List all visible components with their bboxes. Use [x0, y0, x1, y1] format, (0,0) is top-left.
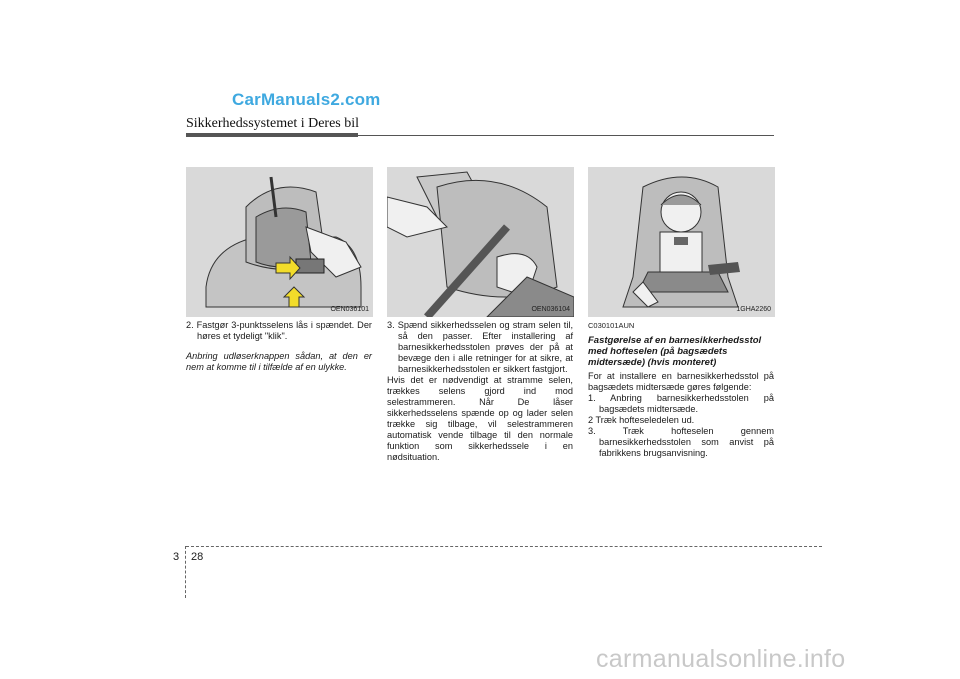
car-seat-buckle-drawing: [186, 167, 373, 317]
step-3: 3. Træk hofteselen gennem barnesikkerhedsstolen som anvist på fabrikkens brugsanvisning.: [588, 426, 774, 458]
figure-code: OEN036104: [531, 306, 570, 313]
footer-vertical-divider: [185, 546, 186, 598]
column-right: [588, 320, 774, 459]
column-middle: [387, 320, 573, 463]
instruction-item-3: 3. Spænd sikkerhedsselen og stram selen til, så den passer. Efter installering af barnesikkerhedsstolen prøves der på at bevæge den i alle retninger for at sikre, at barnesikkerhedsstolen er sikkert fastgjort.: [387, 320, 573, 374]
chapter-number: 3: [173, 551, 180, 563]
child-in-seat-drawing: [588, 167, 775, 317]
instruction-item-2: 2. Fastgør 3-punktsselens lås i spændet. Der høres et tydeligt "klik".: [186, 320, 372, 341]
illustration-child-seat: [588, 167, 775, 317]
section-heading: Fastgørelse af en barnesikkerhedsstol med hofteselen (på bagsædets midtersæde) (hvis monteret): [588, 335, 762, 368]
figure-code: OEN036101: [330, 306, 369, 313]
step-1: 1. Anbring barnesikkerhedsstolen på bagsædets midtersæde.: [588, 393, 774, 414]
header-rule-thick: [186, 133, 358, 137]
tightener-paragraph: Hvis det er nødvendigt at stramme selen, trækkes selens gjord ind mod selestrammeren. Når De låser sikkerhedsselens spænde op og lader selen trække sig tilbage, vil selestrammeren automatisk vende tilbage til den normale funktion som sikkerhedssele i en nødsituation.: [387, 375, 573, 462]
watermark-top[interactable]: CarManuals2.com: [232, 90, 381, 109]
section-code: C030101AUN: [588, 321, 635, 330]
car-seat-tighten-drawing: [387, 167, 574, 317]
header-rule-thin: [358, 135, 774, 136]
figure-code: 1GHA2260: [736, 306, 771, 313]
watermark-bottom[interactable]: carmanualsonline.info: [596, 645, 846, 673]
footer-divider: [186, 546, 822, 547]
step-2: 2 Træk hofteseledelen ud.: [588, 415, 695, 425]
illustration-tighten-belt: [387, 167, 574, 317]
column-left: [186, 320, 372, 373]
note-release-button: Anbring udløserknappen sådan, at den er nem at komme til i tilfælde af en ulykke.: [186, 351, 372, 372]
intro-paragraph: For at installere en barnesikkerhedsstol på bagsædets midtersæde gøres følgende:: [588, 371, 774, 392]
illustration-buckle: [186, 167, 373, 317]
section-title: Sikkerhedssystemet i Deres bil: [186, 116, 360, 131]
page-number: 28: [191, 551, 204, 563]
